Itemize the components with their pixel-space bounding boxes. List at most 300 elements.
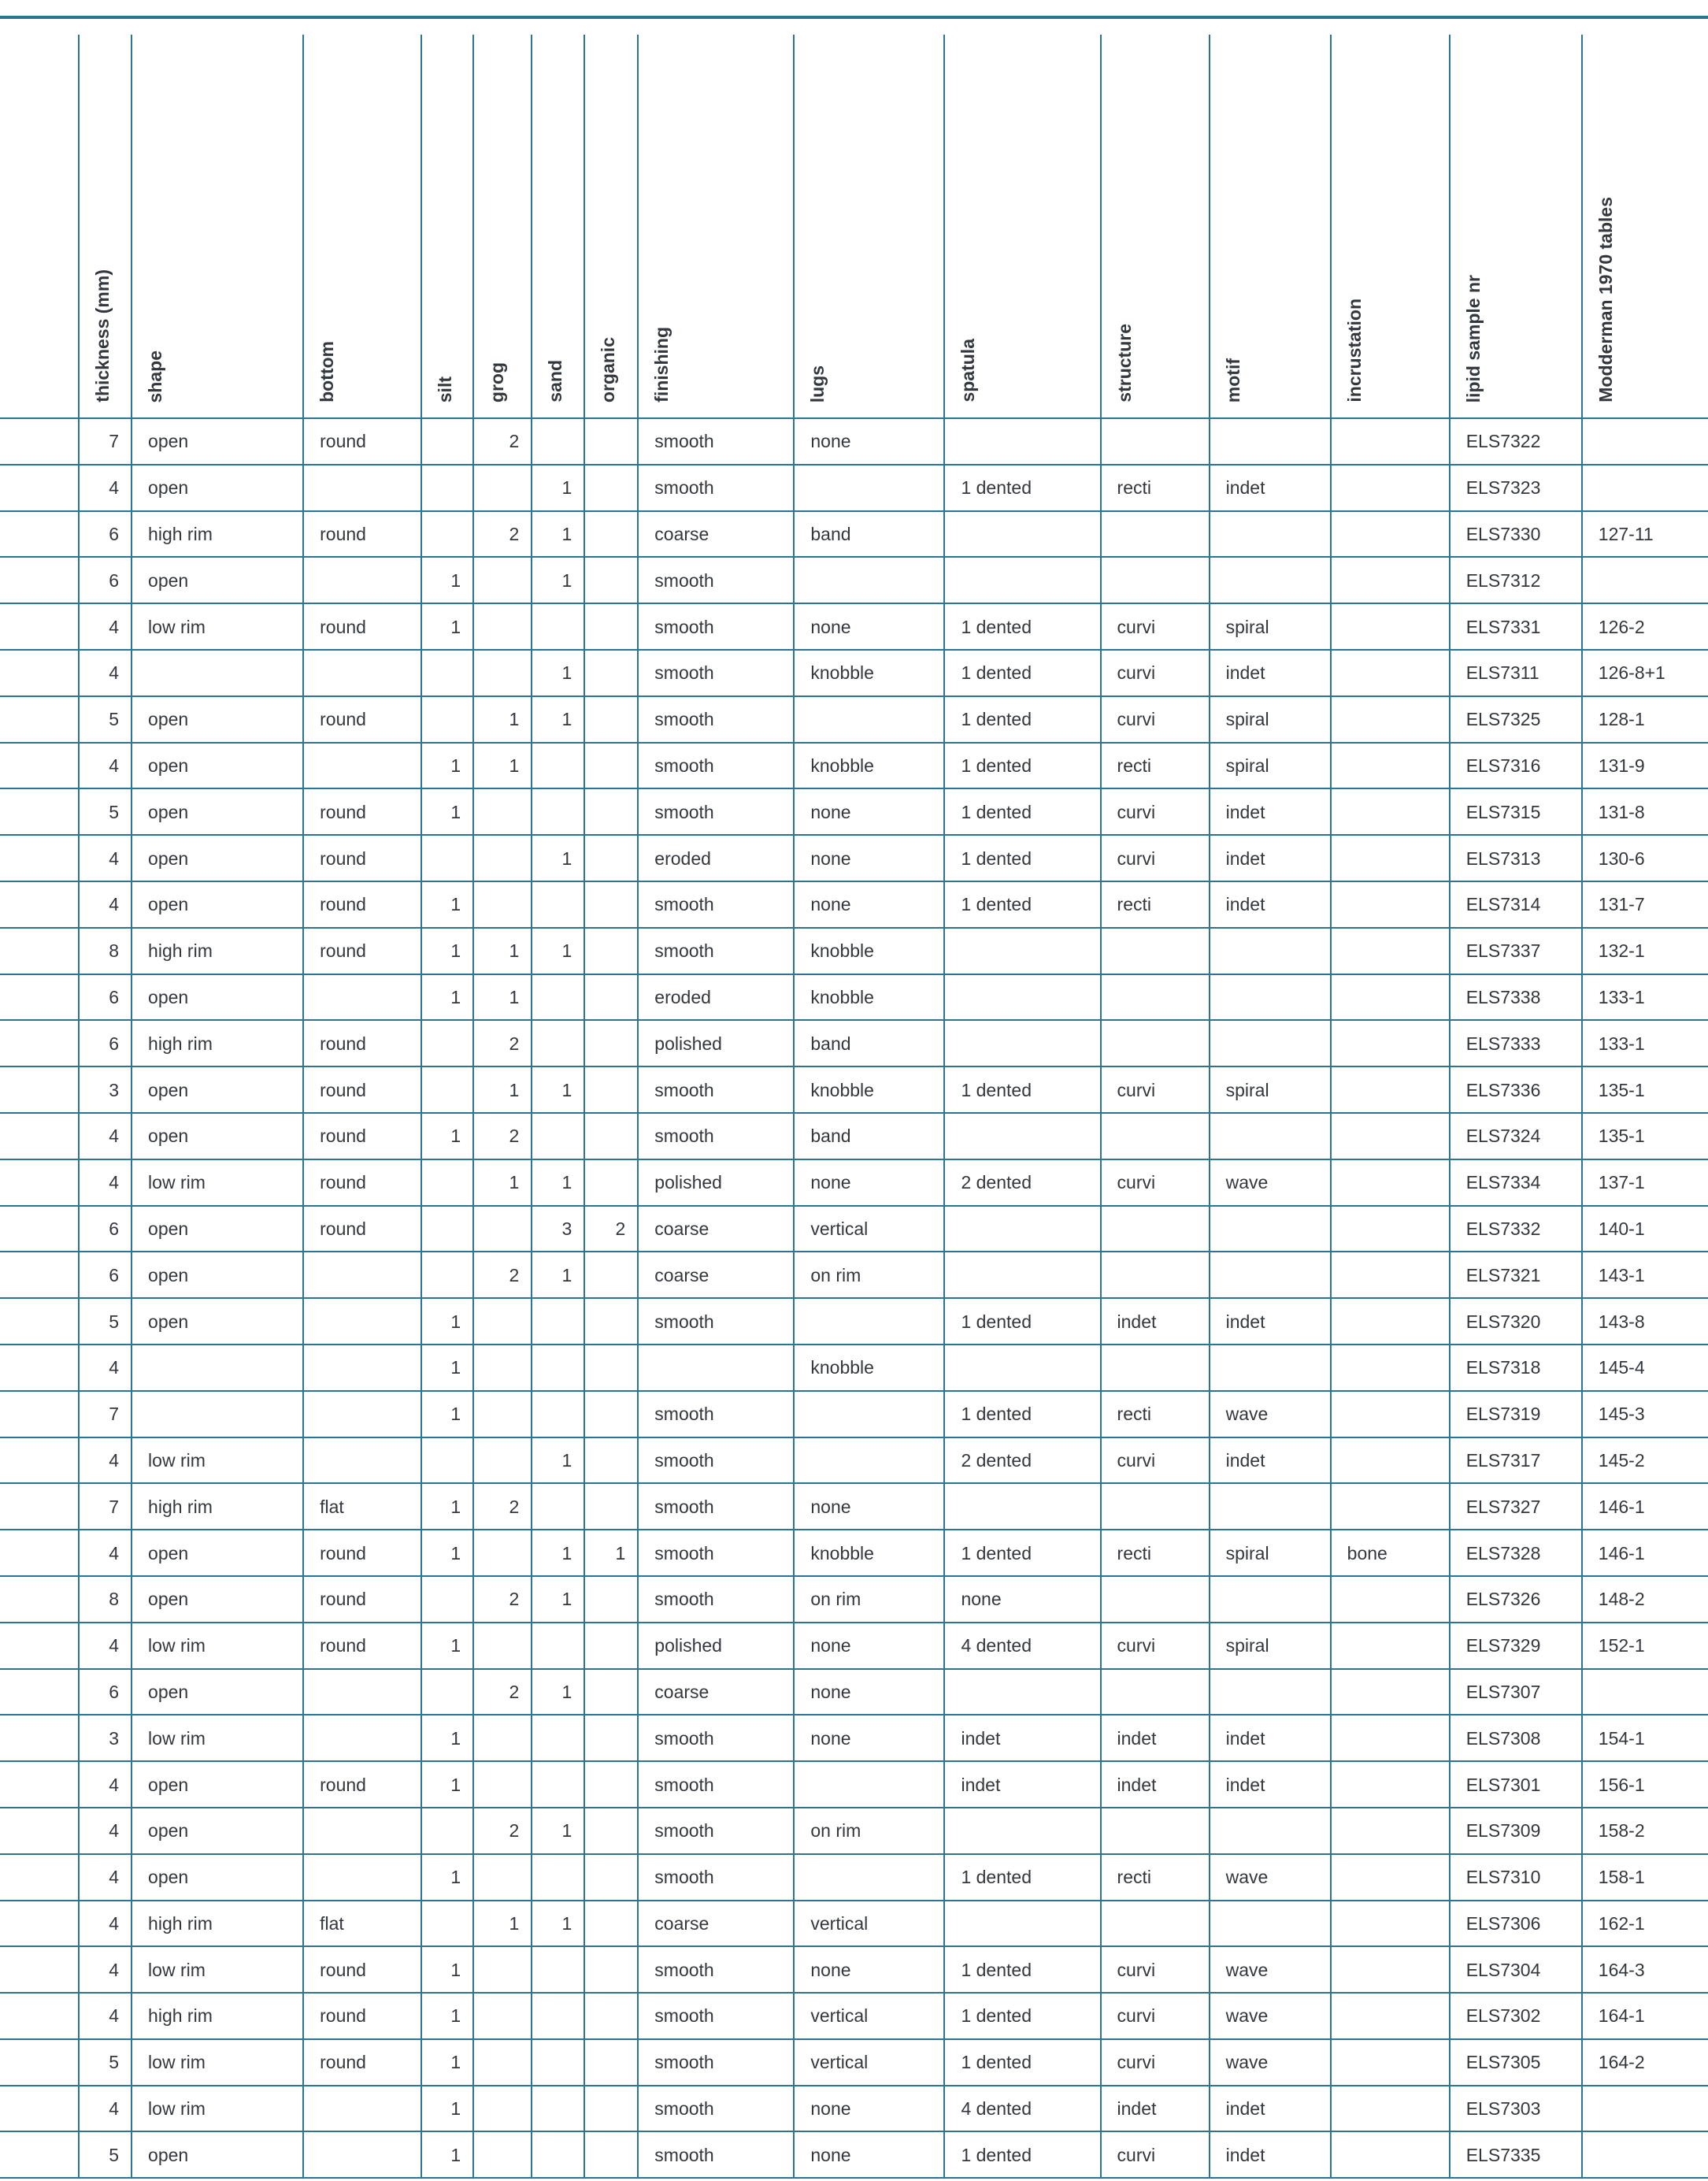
cell-lugs: knobble xyxy=(794,1530,944,1576)
cell-bottom: round xyxy=(303,835,421,881)
cell-rowhead xyxy=(0,1298,79,1345)
column-header-label-silt: silt xyxy=(435,376,456,402)
cell-rowhead xyxy=(0,1623,79,1669)
cell-modderman: 133-1 xyxy=(1582,1020,1708,1066)
cell-silt xyxy=(421,1437,473,1484)
cell-incrustation xyxy=(1331,557,1450,603)
cell-incrustation xyxy=(1331,650,1450,696)
cell-grog xyxy=(473,1993,532,2039)
cell-spatula xyxy=(944,1252,1100,1298)
cell-grog xyxy=(473,1854,532,1901)
cell-grog xyxy=(473,1298,532,1345)
cell-modderman: 146-1 xyxy=(1582,1530,1708,1576)
cell-bottom xyxy=(303,1391,421,1437)
cell-silt xyxy=(421,465,473,511)
cell-organic xyxy=(584,1715,638,1761)
cell-lugs: none xyxy=(794,1946,944,1993)
cell-modderman xyxy=(1582,418,1708,465)
column-header-shape xyxy=(132,35,303,418)
cell-grog xyxy=(473,465,532,511)
cell-rowhead xyxy=(0,974,79,1021)
cell-finishing: smooth xyxy=(638,1113,794,1159)
cell-rowhead xyxy=(0,1530,79,1576)
cell-structure xyxy=(1101,974,1210,1021)
cell-lipid: ELS7333 xyxy=(1450,1020,1582,1066)
column-header-grog xyxy=(473,35,532,418)
cell-lugs: none xyxy=(794,788,944,835)
cell-thickness: 6 xyxy=(79,1252,132,1298)
cell-motif: spiral xyxy=(1210,743,1331,789)
cell-grog xyxy=(473,788,532,835)
cell-motif xyxy=(1210,1808,1331,1854)
cell-organic xyxy=(584,650,638,696)
cell-rowhead xyxy=(0,1993,79,2039)
cell-spatula xyxy=(944,557,1100,603)
cell-incrustation xyxy=(1331,1993,1450,2039)
cell-modderman xyxy=(1582,1669,1708,1715)
column-header-incrustation xyxy=(1331,35,1450,418)
cell-grog: 1 xyxy=(473,974,532,1021)
cell-bottom xyxy=(303,2086,421,2132)
cell-grog xyxy=(473,881,532,928)
cell-thickness: 4 xyxy=(79,1530,132,1576)
cell-shape: high rim xyxy=(132,1483,303,1530)
cell-rowhead xyxy=(0,465,79,511)
table-row xyxy=(0,1483,1708,1530)
cell-structure xyxy=(1101,1345,1210,1391)
cell-silt xyxy=(421,1020,473,1066)
cell-motif: indet xyxy=(1210,835,1331,881)
table-row xyxy=(0,1993,1708,2039)
cell-lipid: ELS7307 xyxy=(1450,1669,1582,1715)
cell-spatula: 1 dented xyxy=(944,743,1100,789)
cell-rowhead xyxy=(0,1391,79,1437)
cell-incrustation xyxy=(1331,1715,1450,1761)
cell-grog: 1 xyxy=(473,1159,532,1206)
cell-incrustation xyxy=(1331,743,1450,789)
table-row xyxy=(0,1206,1708,1252)
column-header-lugs xyxy=(794,35,944,418)
cell-organic xyxy=(584,1993,638,2039)
cell-grog xyxy=(473,1761,532,1808)
cell-grog: 1 xyxy=(473,1901,532,1947)
cell-sand: 1 xyxy=(532,835,584,881)
cell-shape: low rim xyxy=(132,603,303,650)
cell-finishing: smooth xyxy=(638,465,794,511)
cell-silt xyxy=(421,1252,473,1298)
cell-modderman: 130-6 xyxy=(1582,835,1708,881)
cell-grog: 2 xyxy=(473,418,532,465)
cell-structure: curvi xyxy=(1101,788,1210,835)
cell-bottom: round xyxy=(303,1761,421,1808)
column-header-silt xyxy=(421,35,473,418)
cell-finishing: smooth xyxy=(638,2039,794,2086)
cell-rowhead xyxy=(0,1483,79,1530)
cell-organic xyxy=(584,696,638,743)
cell-motif xyxy=(1210,928,1331,974)
cell-modderman: 128-1 xyxy=(1582,696,1708,743)
cell-silt xyxy=(421,1066,473,1113)
cell-motif: wave xyxy=(1210,1391,1331,1437)
cell-finishing: smooth xyxy=(638,1530,794,1576)
cell-structure: recti xyxy=(1101,465,1210,511)
cell-incrustation xyxy=(1331,1623,1450,1669)
cell-shape: open xyxy=(132,557,303,603)
cell-finishing: smooth xyxy=(638,1298,794,1345)
cell-shape: open xyxy=(132,1252,303,1298)
cell-silt xyxy=(421,835,473,881)
cell-motif: spiral xyxy=(1210,1066,1331,1113)
cell-silt: 1 xyxy=(421,974,473,1021)
cell-finishing: smooth xyxy=(638,603,794,650)
cell-grog xyxy=(473,1623,532,1669)
cell-modderman: 131-8 xyxy=(1582,788,1708,835)
cell-lipid: ELS7334 xyxy=(1450,1159,1582,1206)
cell-lugs: knobble xyxy=(794,974,944,1021)
cell-sand: 1 xyxy=(532,1437,584,1484)
cell-structure: indet xyxy=(1101,1761,1210,1808)
cell-modderman: 132-1 xyxy=(1582,928,1708,974)
cell-thickness: 7 xyxy=(79,1483,132,1530)
cell-incrustation xyxy=(1331,1252,1450,1298)
cell-thickness: 3 xyxy=(79,1715,132,1761)
cell-lugs: none xyxy=(794,603,944,650)
cell-shape: open xyxy=(132,1298,303,1345)
cell-sand: 1 xyxy=(532,1252,584,1298)
cell-structure xyxy=(1101,1808,1210,1854)
cell-thickness: 4 xyxy=(79,1623,132,1669)
cell-structure xyxy=(1101,1206,1210,1252)
cell-thickness: 4 xyxy=(79,1854,132,1901)
cell-thickness: 7 xyxy=(79,1391,132,1437)
cell-modderman: 126-8+1 xyxy=(1582,650,1708,696)
cell-silt: 1 xyxy=(421,1715,473,1761)
cell-incrustation xyxy=(1331,1020,1450,1066)
cell-sand xyxy=(532,1946,584,1993)
cell-shape: open xyxy=(132,696,303,743)
cell-grog: 2 xyxy=(473,1252,532,1298)
cell-lugs: vertical xyxy=(794,1901,944,1947)
table-row xyxy=(0,2039,1708,2086)
cell-organic xyxy=(584,1159,638,1206)
cell-incrustation xyxy=(1331,1206,1450,1252)
cell-sand: 1 xyxy=(532,1576,584,1623)
cell-lipid: ELS7318 xyxy=(1450,1345,1582,1391)
cell-silt xyxy=(421,418,473,465)
cell-lipid: ELS7315 xyxy=(1450,788,1582,835)
cell-lipid: ELS7330 xyxy=(1450,511,1582,558)
cell-sand: 1 xyxy=(532,650,584,696)
cell-organic xyxy=(584,1113,638,1159)
table-row xyxy=(0,2131,1708,2178)
cell-sand xyxy=(532,1020,584,1066)
column-header-label-modderman: Modderman 1970 tables xyxy=(1595,197,1616,402)
cell-modderman: 135-1 xyxy=(1582,1066,1708,1113)
cell-incrustation xyxy=(1331,696,1450,743)
cell-incrustation xyxy=(1331,603,1450,650)
table-row xyxy=(0,743,1708,789)
cell-structure: curvi xyxy=(1101,603,1210,650)
table-row xyxy=(0,1530,1708,1576)
column-header-bottom xyxy=(303,35,421,418)
cell-bottom xyxy=(303,465,421,511)
cell-grog xyxy=(473,650,532,696)
cell-organic xyxy=(584,928,638,974)
cell-bottom: round xyxy=(303,1020,421,1066)
cell-structure xyxy=(1101,418,1210,465)
cell-finishing: smooth xyxy=(638,1483,794,1530)
table-row xyxy=(0,418,1708,465)
cell-finishing xyxy=(638,1345,794,1391)
cell-lipid: ELS7301 xyxy=(1450,1761,1582,1808)
table-row xyxy=(0,1159,1708,1206)
table-row xyxy=(0,881,1708,928)
cell-lipid: ELS7324 xyxy=(1450,1113,1582,1159)
cell-shape: low rim xyxy=(132,2086,303,2132)
cell-rowhead xyxy=(0,1345,79,1391)
cell-spatula: 1 dented xyxy=(944,1993,1100,2039)
cell-bottom xyxy=(303,557,421,603)
cell-finishing: smooth xyxy=(638,1854,794,1901)
cell-incrustation xyxy=(1331,511,1450,558)
cell-modderman: 164-2 xyxy=(1582,2039,1708,2086)
cell-spatula: 1 dented xyxy=(944,696,1100,743)
table-row xyxy=(0,1113,1708,1159)
cell-spatula xyxy=(944,511,1100,558)
cell-silt: 1 xyxy=(421,2131,473,2178)
cell-bottom: round xyxy=(303,1113,421,1159)
column-header-label-structure: structure xyxy=(1113,324,1135,402)
cell-grog xyxy=(473,1206,532,1252)
table-row xyxy=(0,2086,1708,2132)
cell-lipid: ELS7329 xyxy=(1450,1623,1582,1669)
cell-structure: curvi xyxy=(1101,2039,1210,2086)
cell-lipid: ELS7335 xyxy=(1450,2131,1582,2178)
cell-lipid: ELS7304 xyxy=(1450,1946,1582,1993)
cell-finishing: smooth xyxy=(638,1066,794,1113)
cell-organic: 1 xyxy=(584,1530,638,1576)
cell-motif: indet xyxy=(1210,465,1331,511)
cell-silt: 1 xyxy=(421,1946,473,1993)
cell-structure: indet xyxy=(1101,1298,1210,1345)
table-row xyxy=(0,603,1708,650)
column-header-thickness xyxy=(79,35,132,418)
cell-incrustation xyxy=(1331,2086,1450,2132)
cell-lugs: on rim xyxy=(794,1808,944,1854)
cell-incrustation xyxy=(1331,2039,1450,2086)
cell-grog xyxy=(473,1946,532,1993)
column-header-label-incrustation: incrustation xyxy=(1343,299,1365,402)
cell-modderman: 133-1 xyxy=(1582,974,1708,1021)
cell-modderman: 135-1 xyxy=(1582,1113,1708,1159)
cell-grog xyxy=(473,1391,532,1437)
cell-incrustation xyxy=(1331,1391,1450,1437)
cell-shape: open xyxy=(132,1808,303,1854)
cell-sand xyxy=(532,2086,584,2132)
cell-lugs xyxy=(794,1854,944,1901)
cell-motif: spiral xyxy=(1210,1623,1331,1669)
cell-spatula: 1 dented xyxy=(944,465,1100,511)
cell-sand xyxy=(532,1113,584,1159)
cell-shape: low rim xyxy=(132,2039,303,2086)
cell-sand: 3 xyxy=(532,1206,584,1252)
cell-lugs: vertical xyxy=(794,1993,944,2039)
cell-motif xyxy=(1210,1345,1331,1391)
cell-thickness: 4 xyxy=(79,603,132,650)
cell-shape: open xyxy=(132,974,303,1021)
cell-rowhead xyxy=(0,1437,79,1484)
cell-organic xyxy=(584,603,638,650)
cell-modderman: 152-1 xyxy=(1582,1623,1708,1669)
cell-thickness: 4 xyxy=(79,835,132,881)
cell-modderman: 158-2 xyxy=(1582,1808,1708,1854)
cell-silt xyxy=(421,511,473,558)
cell-sand xyxy=(532,1391,584,1437)
cell-organic xyxy=(584,1669,638,1715)
cell-grog: 1 xyxy=(473,696,532,743)
cell-silt: 1 xyxy=(421,1298,473,1345)
cell-modderman: 145-4 xyxy=(1582,1345,1708,1391)
cell-lugs: none xyxy=(794,2086,944,2132)
cell-structure: recti xyxy=(1101,1391,1210,1437)
cell-rowhead xyxy=(0,743,79,789)
cell-organic xyxy=(584,1066,638,1113)
cell-modderman: 140-1 xyxy=(1582,1206,1708,1252)
cell-lugs: none xyxy=(794,1483,944,1530)
cell-motif: indet xyxy=(1210,1437,1331,1484)
column-header-label-shape: shape xyxy=(145,350,166,402)
cell-thickness: 4 xyxy=(79,1113,132,1159)
cell-grog: 1 xyxy=(473,928,532,974)
cell-lipid: ELS7306 xyxy=(1450,1901,1582,1947)
cell-sand xyxy=(532,788,584,835)
cell-finishing: smooth xyxy=(638,1437,794,1484)
cell-incrustation xyxy=(1331,1345,1450,1391)
cell-bottom xyxy=(303,1715,421,1761)
cell-lipid: ELS7337 xyxy=(1450,928,1582,974)
cell-structure: curvi xyxy=(1101,2131,1210,2178)
cell-rowhead xyxy=(0,557,79,603)
cell-thickness: 5 xyxy=(79,2131,132,2178)
cell-rowhead xyxy=(0,1669,79,1715)
cell-finishing: smooth xyxy=(638,1946,794,1993)
cell-grog: 1 xyxy=(473,743,532,789)
cell-lugs: none xyxy=(794,881,944,928)
cell-shape: open xyxy=(132,1576,303,1623)
cell-spatula: 1 dented xyxy=(944,2039,1100,2086)
cell-motif xyxy=(1210,1020,1331,1066)
cell-thickness: 6 xyxy=(79,1020,132,1066)
cell-grog xyxy=(473,603,532,650)
cell-lipid: ELS7327 xyxy=(1450,1483,1582,1530)
cell-spatula xyxy=(944,928,1100,974)
cell-spatula xyxy=(944,974,1100,1021)
cell-lipid: ELS7312 xyxy=(1450,557,1582,603)
cell-lipid: ELS7303 xyxy=(1450,2086,1582,2132)
cell-organic xyxy=(584,974,638,1021)
cell-finishing: smooth xyxy=(638,696,794,743)
cell-rowhead xyxy=(0,1901,79,1947)
cell-lugs: knobble xyxy=(794,650,944,696)
cell-shape: low rim xyxy=(132,1623,303,1669)
cell-incrustation xyxy=(1331,1066,1450,1113)
column-header-label-lugs: lugs xyxy=(807,365,828,402)
cell-structure: curvi xyxy=(1101,835,1210,881)
cell-silt: 1 xyxy=(421,881,473,928)
cell-silt: 1 xyxy=(421,557,473,603)
cell-bottom: flat xyxy=(303,1483,421,1530)
cell-silt xyxy=(421,1669,473,1715)
cell-spatula: 1 dented xyxy=(944,788,1100,835)
cell-motif: indet xyxy=(1210,1298,1331,1345)
cell-silt: 1 xyxy=(421,1345,473,1391)
cell-thickness: 6 xyxy=(79,1669,132,1715)
cell-lugs: none xyxy=(794,1159,944,1206)
cell-grog xyxy=(473,2131,532,2178)
cell-finishing: smooth xyxy=(638,650,794,696)
cell-motif: indet xyxy=(1210,881,1331,928)
cell-lipid: ELS7310 xyxy=(1450,1854,1582,1901)
cell-lugs: band xyxy=(794,1020,944,1066)
cell-thickness: 4 xyxy=(79,743,132,789)
cell-structure xyxy=(1101,511,1210,558)
cell-structure: indet xyxy=(1101,2086,1210,2132)
column-header-finishing xyxy=(638,35,794,418)
cell-organic xyxy=(584,1901,638,1947)
table-row xyxy=(0,928,1708,974)
table-row xyxy=(0,1020,1708,1066)
cell-lugs xyxy=(794,1391,944,1437)
cell-structure: curvi xyxy=(1101,696,1210,743)
table-row xyxy=(0,788,1708,835)
cell-bottom: round xyxy=(303,1066,421,1113)
cell-structure xyxy=(1101,928,1210,974)
cell-lipid: ELS7316 xyxy=(1450,743,1582,789)
cell-motif xyxy=(1210,557,1331,603)
table-row xyxy=(0,511,1708,558)
cell-shape: high rim xyxy=(132,1993,303,2039)
cell-organic xyxy=(584,2131,638,2178)
cell-motif: wave xyxy=(1210,2039,1331,2086)
cell-structure: curvi xyxy=(1101,1946,1210,1993)
table-row xyxy=(0,974,1708,1021)
cell-incrustation xyxy=(1331,788,1450,835)
cell-finishing: coarse xyxy=(638,1252,794,1298)
cell-finishing: coarse xyxy=(638,511,794,558)
cell-sand: 1 xyxy=(532,696,584,743)
cell-lugs xyxy=(794,696,944,743)
cell-thickness: 4 xyxy=(79,2086,132,2132)
cell-lipid: ELS7308 xyxy=(1450,1715,1582,1761)
cell-shape: high rim xyxy=(132,928,303,974)
cell-organic xyxy=(584,557,638,603)
cell-organic xyxy=(584,1623,638,1669)
cell-organic xyxy=(584,1437,638,1484)
table-row xyxy=(0,1901,1708,1947)
cell-finishing: smooth xyxy=(638,1761,794,1808)
cell-incrustation xyxy=(1331,881,1450,928)
cell-motif xyxy=(1210,1252,1331,1298)
cell-sand xyxy=(532,2039,584,2086)
cell-lugs xyxy=(794,557,944,603)
cell-motif: indet xyxy=(1210,2131,1331,2178)
table-row xyxy=(0,557,1708,603)
cell-organic xyxy=(584,1761,638,1808)
cell-modderman: 158-1 xyxy=(1582,1854,1708,1901)
cell-shape: low rim xyxy=(132,1159,303,1206)
table-row xyxy=(0,1669,1708,1715)
pottery-attributes-table xyxy=(0,35,1708,2179)
